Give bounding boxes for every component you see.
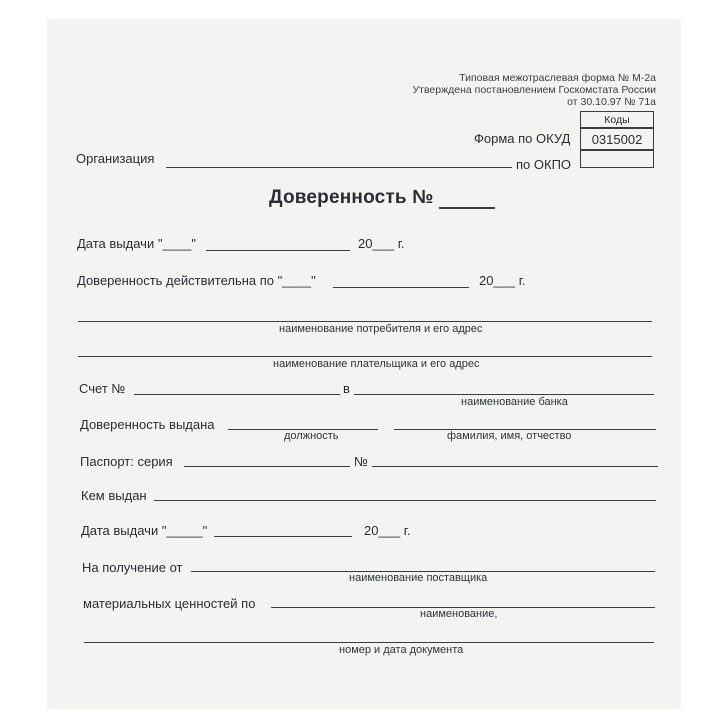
form-sheet bbox=[48, 20, 680, 708]
passport-date-label: Дата выдачи "_____" bbox=[81, 523, 208, 538]
position-caption: должность bbox=[284, 430, 339, 442]
account-label: Счет № bbox=[79, 381, 126, 396]
approval-line: Утверждена постановлением Госкомстата России bbox=[412, 84, 656, 96]
account-number-field[interactable] bbox=[134, 394, 340, 395]
receive-from-label: На получение от bbox=[82, 560, 183, 575]
passport-series-label: Паспорт: серия bbox=[80, 454, 173, 469]
fio-caption: фамилия, имя, отчество bbox=[447, 430, 572, 442]
issued-by-label: Кем выдан bbox=[81, 488, 147, 503]
passport-date-month-field[interactable] bbox=[214, 536, 352, 537]
bank-name-field[interactable] bbox=[354, 394, 654, 395]
codes-heading: Коды bbox=[580, 111, 654, 128]
supplier-caption: наименование поставщика bbox=[349, 572, 488, 584]
okud-label: Форма по ОКУД bbox=[474, 131, 571, 146]
payer-caption: наименование плательщика и его адрес bbox=[273, 358, 480, 370]
okpo-code-cell[interactable] bbox=[580, 150, 654, 168]
issue-date-year: 20___ г. bbox=[358, 236, 405, 251]
passport-number-field[interactable] bbox=[372, 466, 658, 467]
approval-date-line: от 30.10.97 № 71а bbox=[567, 96, 656, 108]
okud-code-cell: 0315002 bbox=[580, 128, 654, 150]
valid-until-month-field[interactable] bbox=[333, 287, 469, 288]
issued-by-field[interactable] bbox=[154, 500, 656, 501]
name-caption: наименование, bbox=[420, 608, 498, 620]
valuables-label: материальных ценностей по bbox=[83, 596, 256, 611]
bank-preposition: в bbox=[343, 381, 350, 396]
okpo-label: по ОКПО bbox=[516, 157, 572, 172]
payer-field[interactable] bbox=[78, 356, 652, 357]
document-number-field[interactable] bbox=[439, 207, 495, 209]
bank-caption: наименование банка bbox=[461, 396, 568, 408]
passport-series-field[interactable] bbox=[184, 466, 350, 467]
consumer-field[interactable] bbox=[78, 321, 652, 322]
passport-number-label: № bbox=[354, 454, 368, 469]
issued-to-label: Доверенность выдана bbox=[80, 417, 215, 432]
organization-label: Организация bbox=[76, 151, 155, 166]
form-type-line: Типовая межотраслевая форма № М-2а bbox=[459, 72, 656, 84]
valid-until-year: 20___ г. bbox=[479, 273, 526, 288]
organization-field[interactable] bbox=[166, 167, 512, 168]
issue-date-label: Дата выдачи "____" bbox=[77, 236, 196, 251]
passport-date-year: 20___ г. bbox=[364, 523, 411, 538]
issue-date-month-field[interactable] bbox=[206, 250, 350, 251]
document-title: Доверенность № bbox=[269, 187, 434, 208]
document-caption: номер и дата документа bbox=[339, 644, 464, 656]
valid-until-label: Доверенность действительна по "____" bbox=[77, 273, 316, 288]
consumer-caption: наименование потребителя и его адрес bbox=[279, 323, 483, 335]
document-number-date-field[interactable] bbox=[84, 642, 654, 643]
